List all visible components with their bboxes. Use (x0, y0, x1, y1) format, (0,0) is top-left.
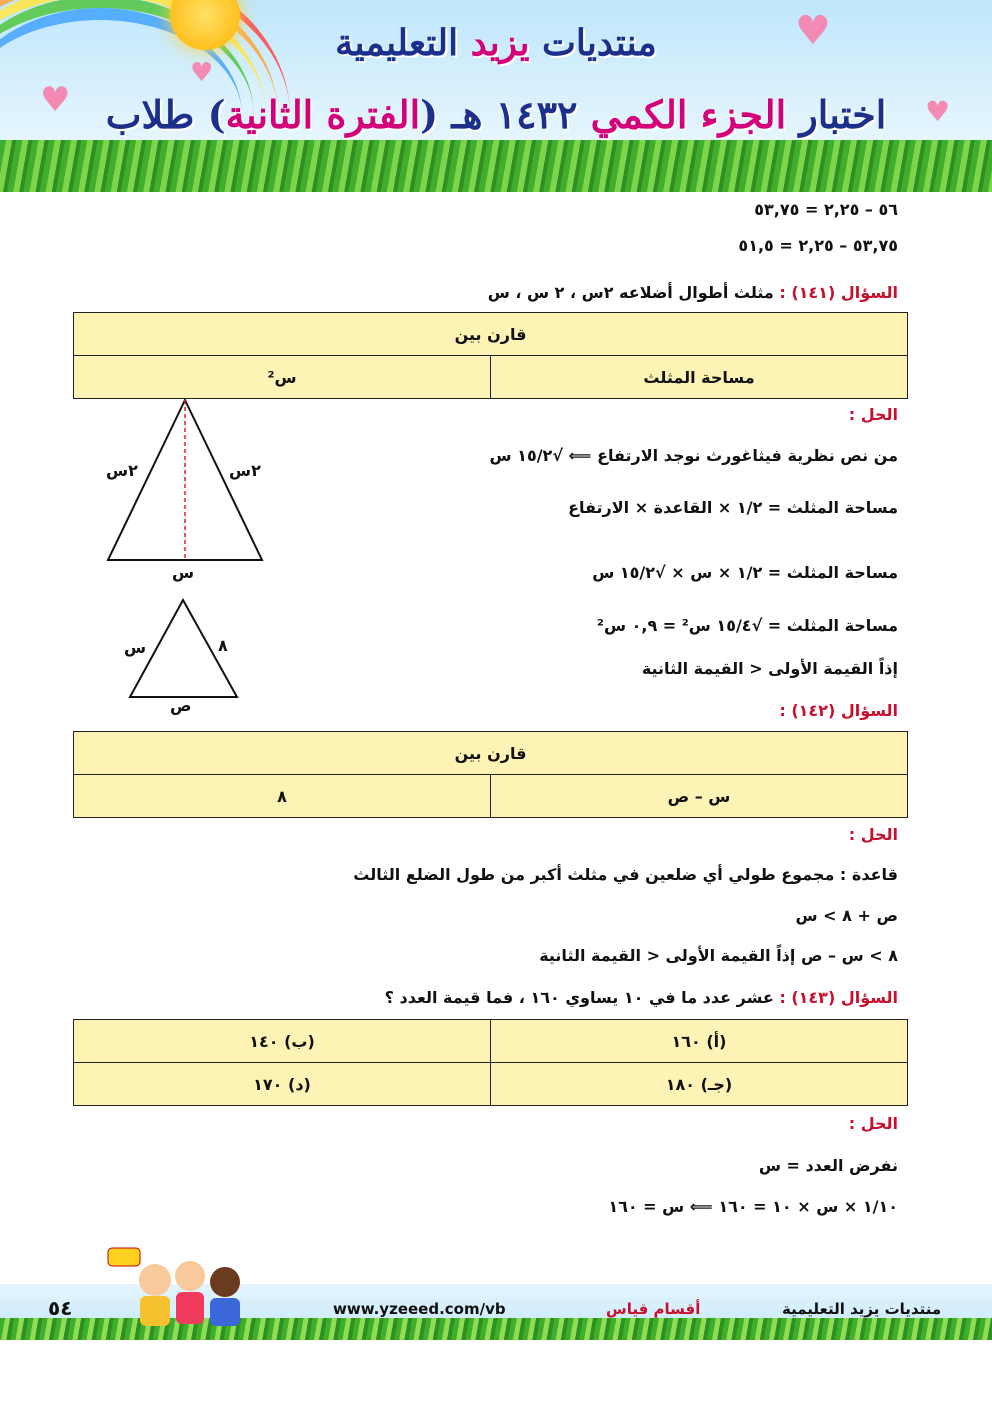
exam-title-text: اختبار (786, 92, 887, 137)
triangle-side-label: ٨ (218, 636, 228, 655)
option-b: (ب) ١٤٠ (74, 1020, 491, 1063)
solution-label: الحل : (848, 405, 898, 424)
compare-table-142 (73, 731, 908, 818)
compare-col-a: س – ص (491, 775, 908, 818)
option-c: (جـ) ١٨٠ (491, 1063, 908, 1106)
kids-illustration (100, 1240, 260, 1340)
solution-line: من نص نظرية فيثاغورث نوجد الارتفاع ⟸ √١٥/٢ س (489, 446, 898, 465)
heart-icon: ♥ (40, 80, 71, 120)
triangle-side-label: ٢س (106, 461, 138, 480)
kid-body (210, 1298, 240, 1326)
compare-col-b: س² (74, 356, 491, 399)
triangle-base-label: ص (170, 696, 192, 715)
exam-title-highlight: الجزء الكمي (590, 92, 787, 137)
page-number: ٥٤ (48, 1296, 73, 1320)
solution-line: ص + ٨ > س (795, 906, 898, 925)
page-header (0, 0, 992, 192)
calc-line: ٥٦ – ٢,٢٥ = ٥٣,٧٥ (754, 200, 898, 219)
option-a: (أ) ١٦٠ (491, 1020, 908, 1063)
exam-title-highlight: الفترة الثانية (225, 92, 421, 137)
exam-title-text: ١٤٣٢ هـ ( (420, 92, 591, 137)
solution-line: قاعدة : مجموع طولي أي ضلعين في مثلث أكبر من طول الضلع الثالث (353, 865, 898, 884)
compare-header: قارن بين (74, 313, 908, 356)
triangle-side-label: ٢س (229, 461, 261, 480)
compare-header: قارن بين (74, 732, 908, 775)
footer-site-name: منتديات يزيد التعليمية (782, 1300, 942, 1318)
option-d: (د) ١٧٠ (74, 1063, 491, 1106)
triangle-side-label: س (124, 638, 147, 657)
compare-table-141 (73, 312, 908, 399)
exam-title-text: ) طلاب (105, 92, 226, 137)
question-label: السؤال (١٤٣) : (779, 988, 898, 1007)
grass-decoration (0, 140, 992, 192)
question-142: السؤال (١٤٢) : (779, 701, 898, 720)
heart-icon: ♥ (190, 58, 214, 88)
exam-title (0, 92, 992, 137)
kid-face (210, 1267, 240, 1297)
question-143 (385, 988, 898, 1007)
question-141 (488, 283, 898, 302)
kid-body (140, 1296, 170, 1326)
calc-line: ٥٣,٧٥ – ٢,٢٥ = ٥١,٥ (738, 236, 898, 255)
solution-line: مساحة المثلث = √١٥/٤ س² = ٠,٩ س² (596, 616, 898, 635)
heart-icon: ♥ (795, 8, 831, 54)
kid-face (175, 1261, 205, 1291)
kid-body (176, 1292, 204, 1324)
triangle-base-label: س (172, 563, 195, 582)
solution-line: نفرض العدد = س (758, 1156, 898, 1175)
solution-line: ٨ > س – ص إذاً القيمة الأولى < القيمة الثانية (539, 946, 898, 965)
solution-label: الحل : (848, 825, 898, 844)
question-label: السؤال (١٤١) : (779, 283, 898, 302)
triangle-diagram-1 (100, 395, 275, 585)
site-title-text: التعليمية (335, 22, 471, 64)
footer-url[interactable]: www.yzeeed.com/vb (333, 1300, 506, 1318)
question-text: عشر عدد ما في ١٠ يساوي ١٦٠ ، فما قيمة العدد ؟ (384, 988, 780, 1007)
site-title (0, 22, 992, 64)
site-title-highlight: يزيد (470, 22, 530, 64)
site-title-text: منتديات (529, 22, 657, 64)
heart-icon: ♥ (925, 95, 951, 128)
footer-section: أقسام قياس (606, 1300, 701, 1318)
compare-col-a: مساحة المثلث (491, 356, 908, 399)
solution-line: ١/١٠ × س × ١٠ = ١٦٠ ⟸ س = ١٦٠ (608, 1197, 898, 1216)
solution-line: مساحة المثلث = ١/٢ × س × √١٥/٢ س (592, 563, 898, 582)
solution-line: إذاً القيمة الأولى < القيمة الثانية (641, 659, 898, 678)
solution-label: الحل : (848, 1114, 898, 1133)
bus-sign-icon (108, 1248, 140, 1266)
solution-line: مساحة المثلث = ١/٢ × القاعدة × الارتفاع (568, 498, 898, 517)
kid-face (139, 1264, 171, 1296)
question-text: مثلث أطوال أضلاعه ٢س ، ٢ س ، س (487, 283, 780, 302)
options-table-143 (73, 1019, 908, 1106)
compare-col-b: ٨ (74, 775, 491, 818)
